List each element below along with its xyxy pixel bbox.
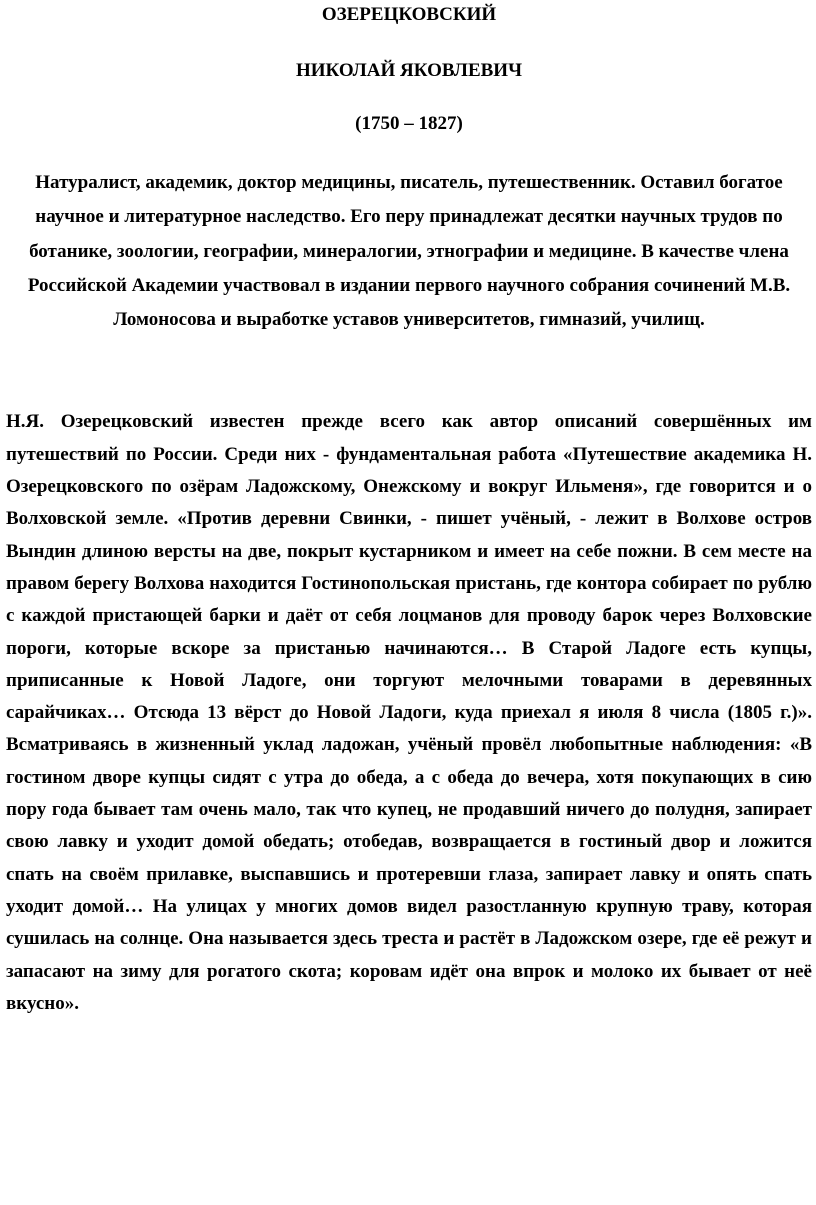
intro-paragraph: Натуралист, академик, доктор медицины, писатель, путешественник. Оставил богатое научное и литературное наследство. Его перу принадлежат десятки научных трудов по ботанике, зоологии, географии, минералогии, этнографии и медицине. В качестве члена Российской Академии участвовал в издании первого научного собрания сочинений М.В. Ломоносова и выработке уставов университетов, гимназий, училищ.	[27, 172, 791, 331]
heading-given-names: НИКОЛАЙ ЯКОВЛЕВИЧ	[295, 60, 523, 81]
heading-surname: ОЗЕРЕЦКОВСКИЙ	[321, 4, 497, 25]
body-paragraph: Н.Я. Озерецковский известен прежде всего как автор описаний совершённых им путешествий по России. Среди них - фундаментальная работа «Путешествие академика Н. Озерецковского по озёрам Ладожскому, Онежскому и вокруг Ильменя», где говорится и о Волховской земле. «Против деревни Свинки, - пишет учёный, - лежит в Волхове остров Вындин длиною версты на две, покрыт кустарником и имеет на себе пожни. В сем месте на правом берегу Волхова находится Гостинопольская пристань, где контора собирает по рублю с каждой пристающей барки и даёт от себя лоцманов для проводу барок через Волховские пороги, которые вскоре за пристанью начинаются… В Старой Ладоге есть купцы, приписанные к Новой Ладоге, они торгуют мелочными товарами в деревянных сарайчиках… Отсюда 13 вёрст до Новой Ладоги, куда приехал я июля 8 числа (1805 г.)». Всматриваясь в жизненный уклад ладожан, учёный провёл любопытные наблюдения: «В гостином дворе купцы сидят с утра до обеда, а с обеда до вечера, хотя покупающих в сию пору года бывает там очень мало, так что купец, не продавший ничего до полудня, запирает свою лавку и уходит домой обедать; отобедав, возвращается в гостиный двор и ложится спать на своём прилавке, выспавшись и протеревши глаза, запирает лавку и опять спать уходит домой… На улицах у многих домов видел разостланную крупную траву, которая сушилась на солнце. Она называется здесь треста и растёт в Ладожском озере, где её режут и запасают на зиму для рогатого скота; коровам идёт она впрок и молоко их бывает от неё вкусно».	[6, 411, 812, 1014]
heading-years: (1750 – 1827)	[355, 113, 463, 134]
